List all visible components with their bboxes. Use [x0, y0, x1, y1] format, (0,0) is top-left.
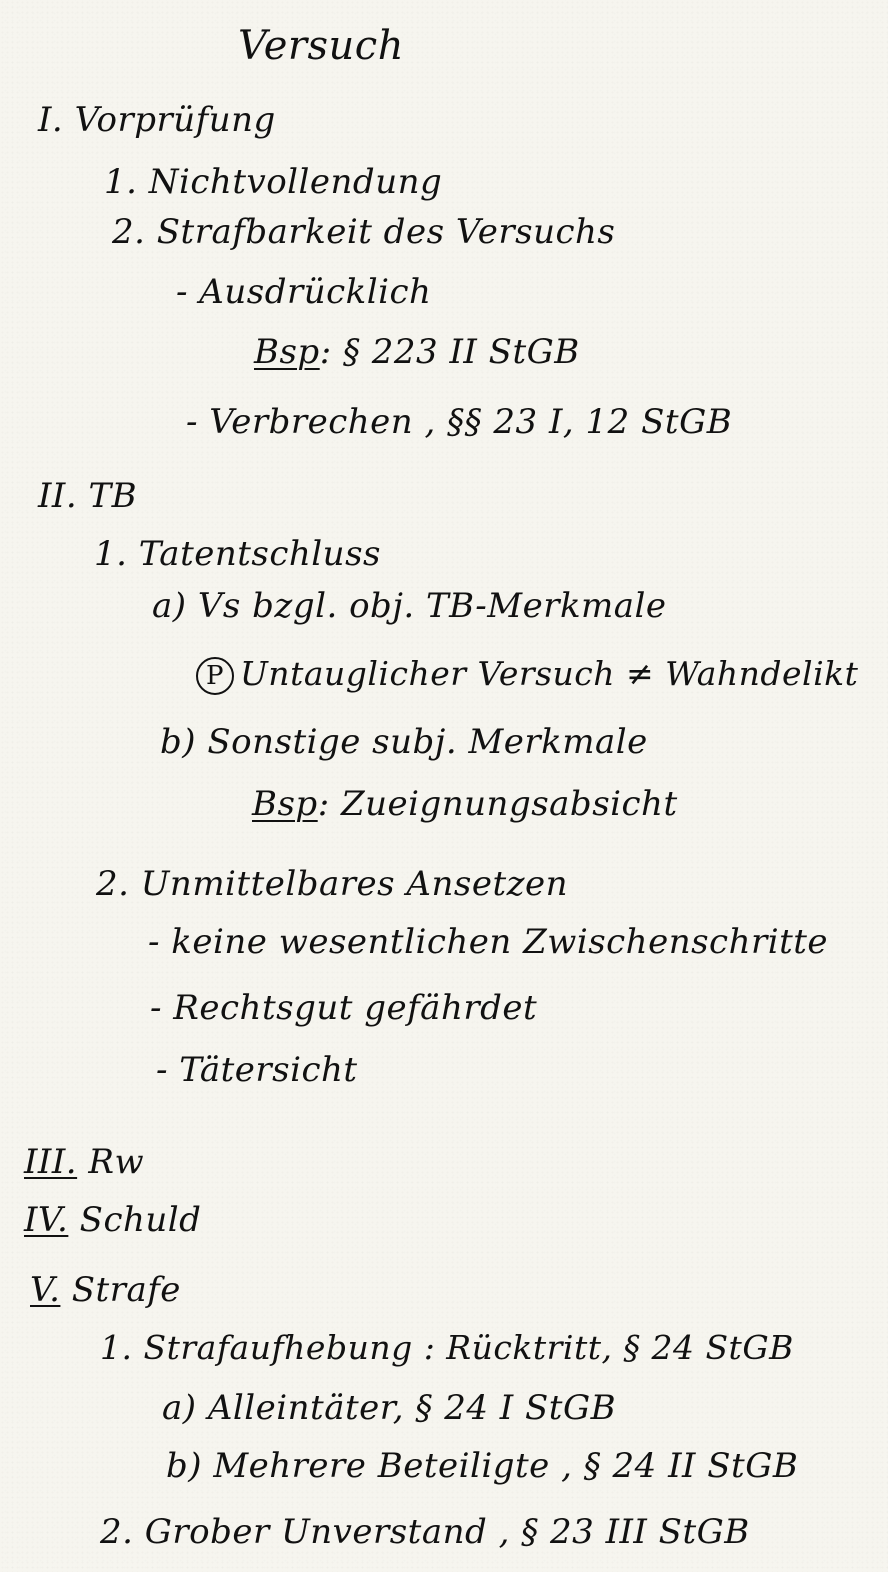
example-2-prefix: Bsp [252, 784, 318, 824]
item-2-2-number: 2. [96, 864, 130, 904]
section-4-label: Schuld [79, 1200, 202, 1240]
item-1-2-text: Strafbarkeit des Versuchs [156, 212, 616, 252]
section-5-number: V. [30, 1270, 61, 1310]
section-1-number: I. [38, 100, 64, 140]
item-5-2-text: Grober Unverstand , § 23 III StGB [144, 1512, 750, 1552]
example-1-prefix: Bsp [254, 332, 320, 372]
bullet-ausdruecklich: - Ausdrücklich [176, 272, 432, 312]
item-5-2 [100, 1512, 750, 1552]
section-3-heading [24, 1142, 144, 1182]
section-1-label: Vorprüfung [74, 100, 276, 140]
section-2-label: TB [88, 476, 138, 516]
section-4-number: IV. [24, 1200, 69, 1240]
item-2-2-text: Unmittelbares Ansetzen [140, 864, 569, 904]
item-2-1 [94, 534, 381, 574]
problem-note [196, 654, 858, 695]
item-5-1-text: Strafaufhebung : Rücktritt, § 24 StGB [143, 1328, 794, 1367]
item-2-1-text: Tatentschluss [138, 534, 381, 574]
item-1-1-text: Nichtvollendung [148, 162, 443, 202]
item-5-1-number: 1. [100, 1328, 133, 1367]
bullet-verbrechen: - Verbrechen , §§ 23 I, 12 StGB [186, 402, 733, 442]
problem-circle-icon: P [196, 657, 234, 695]
item-1-1 [104, 162, 442, 202]
section-2-number: II. [38, 476, 78, 516]
item-2-1-b: b) Sonstige subj. Merkmale [160, 722, 648, 762]
example-2-text: : Zueignungsabsicht [317, 784, 678, 824]
item-2-2 [96, 864, 568, 904]
example-2 [252, 784, 678, 824]
section-2-heading [38, 476, 137, 516]
section-1-heading [38, 100, 276, 140]
example-1 [254, 332, 580, 372]
problem-note-text: Untauglicher Versuch ≠ Wahndelikt [240, 654, 859, 693]
item-1-2-number: 2. [112, 212, 146, 252]
item-5-1 [100, 1328, 794, 1368]
page-title: Versuch [238, 23, 404, 69]
example-1-text: : § 223 II StGB [319, 332, 580, 372]
item-5-1-b: b) Mehrere Beteiligte , § 24 II StGB [166, 1446, 799, 1486]
section-5-label: Strafe [71, 1270, 181, 1310]
item-1-2 [112, 212, 615, 252]
section-3-label: Rw [88, 1142, 145, 1182]
section-5-heading [30, 1270, 181, 1310]
bullet-taetersicht: - Tätersicht [156, 1050, 358, 1090]
item-5-2-number: 2. [100, 1512, 134, 1552]
item-2-1-number: 1. [94, 534, 128, 574]
item-2-1-a: a) Vs bzgl. obj. TB-Merkmale [152, 586, 667, 626]
item-1-1-number: 1. [104, 162, 138, 202]
bullet-zwischenschritte: - keine wesentlichen Zwischenschritte [148, 922, 829, 962]
section-3-number: III. [24, 1142, 78, 1182]
item-5-1-a: a) Alleintäter, § 24 I StGB [162, 1388, 617, 1428]
section-4-heading [24, 1200, 201, 1240]
bullet-rechtsgut: - Rechtsgut gefährdet [150, 988, 538, 1028]
